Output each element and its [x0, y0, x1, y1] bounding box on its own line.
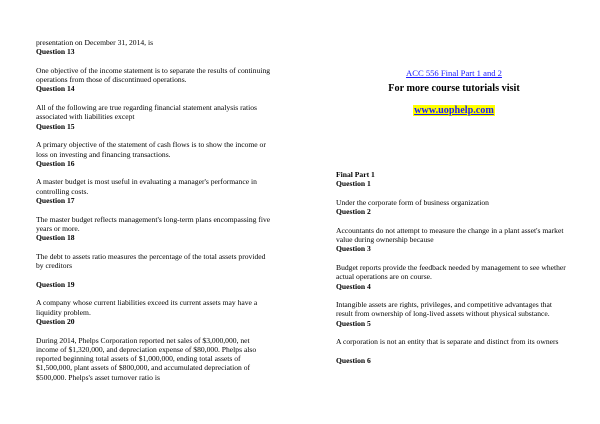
question-14-label: Question 14 [36, 84, 75, 94]
right-page-column [336, 170, 568, 365]
question-18-text: The debt to assets ratio measures the percentage of the total assets provided by creditors [36, 251, 266, 271]
question-18-label: Question 18 [36, 233, 75, 243]
question-19-text: A company whose current liabilities exceed its current assets may have a liquidity problem. [36, 298, 258, 317]
question-4-text: Intangible assets are rights, privileges, and competitive advantages that result from ownership of long-lived assets without physical substance. [336, 300, 552, 319]
intro-text: presentation on December 31, 2014, is [36, 38, 154, 47]
website-link[interactable]: www.uophelp.com [414, 105, 494, 116]
question-5-text: A corporation is not an entity that is separate and distinct from its owners [336, 337, 559, 347]
course-link[interactable]: ACC 556 Final Part 1 and 2 [406, 68, 502, 78]
left-page-column [36, 38, 272, 382]
question-19-label: Question 19 [36, 279, 75, 289]
question-15-text: A primary objective of the statement of cash flows is to show the income or loss on investing and financing transactions. [36, 140, 266, 159]
question-3-text: Budget reports provide the feedback needed by management to see whether actual operations are on course. [336, 262, 566, 282]
question-6-label: Question 6 [336, 355, 371, 365]
question-13-label: Question 13 [36, 47, 75, 57]
question-16-label: Question 16 [36, 158, 75, 168]
question-17-label: Question 17 [36, 196, 75, 206]
question-17-text: The master budget reflects management's long-term plans encompassing five years or more. [36, 214, 271, 233]
question-2-label: Question 2 [336, 207, 371, 217]
question-14-text: All of the following are true regarding financial statement analysis ratios associated with liabilities except [36, 103, 257, 122]
question-20-text: During 2014, Phelps Corporation reported net sales of $3,000,000, net income of $1,320,000, and depreciation expense of $80,000. Phelps also reported beginning total assets of $1,000,000, ending total assets of $1,500,000, plant assets of $800,000, and accumulated depreciation of $500,000. Phelps's asset turnover ratio is [36, 335, 257, 382]
question-2-text: Accountants do not attempt to measure the change in a plant asset's market value during ownership because [336, 225, 564, 245]
promo-heading: For more course tutorials visit [388, 83, 520, 94]
question-5-label: Question 5 [336, 318, 371, 328]
question-20-label: Question 20 [36, 316, 75, 326]
section-title: Final Part 1 [336, 170, 375, 179]
question-13-text: One objective of the income statement is to separate the results of continuing operations from those of discontinued operations. [36, 65, 271, 85]
question-1-label: Question 1 [336, 179, 371, 189]
question-1-text: Under the corporate form of business organization [336, 197, 489, 207]
question-16-text: A master budget is most useful in evaluating a manager's performance in controlling costs. [36, 177, 257, 196]
promo-url-wrapper [338, 100, 570, 118]
question-15-label: Question 15 [36, 121, 75, 131]
question-4-label: Question 4 [336, 281, 371, 291]
question-3-label: Question 3 [336, 244, 371, 254]
